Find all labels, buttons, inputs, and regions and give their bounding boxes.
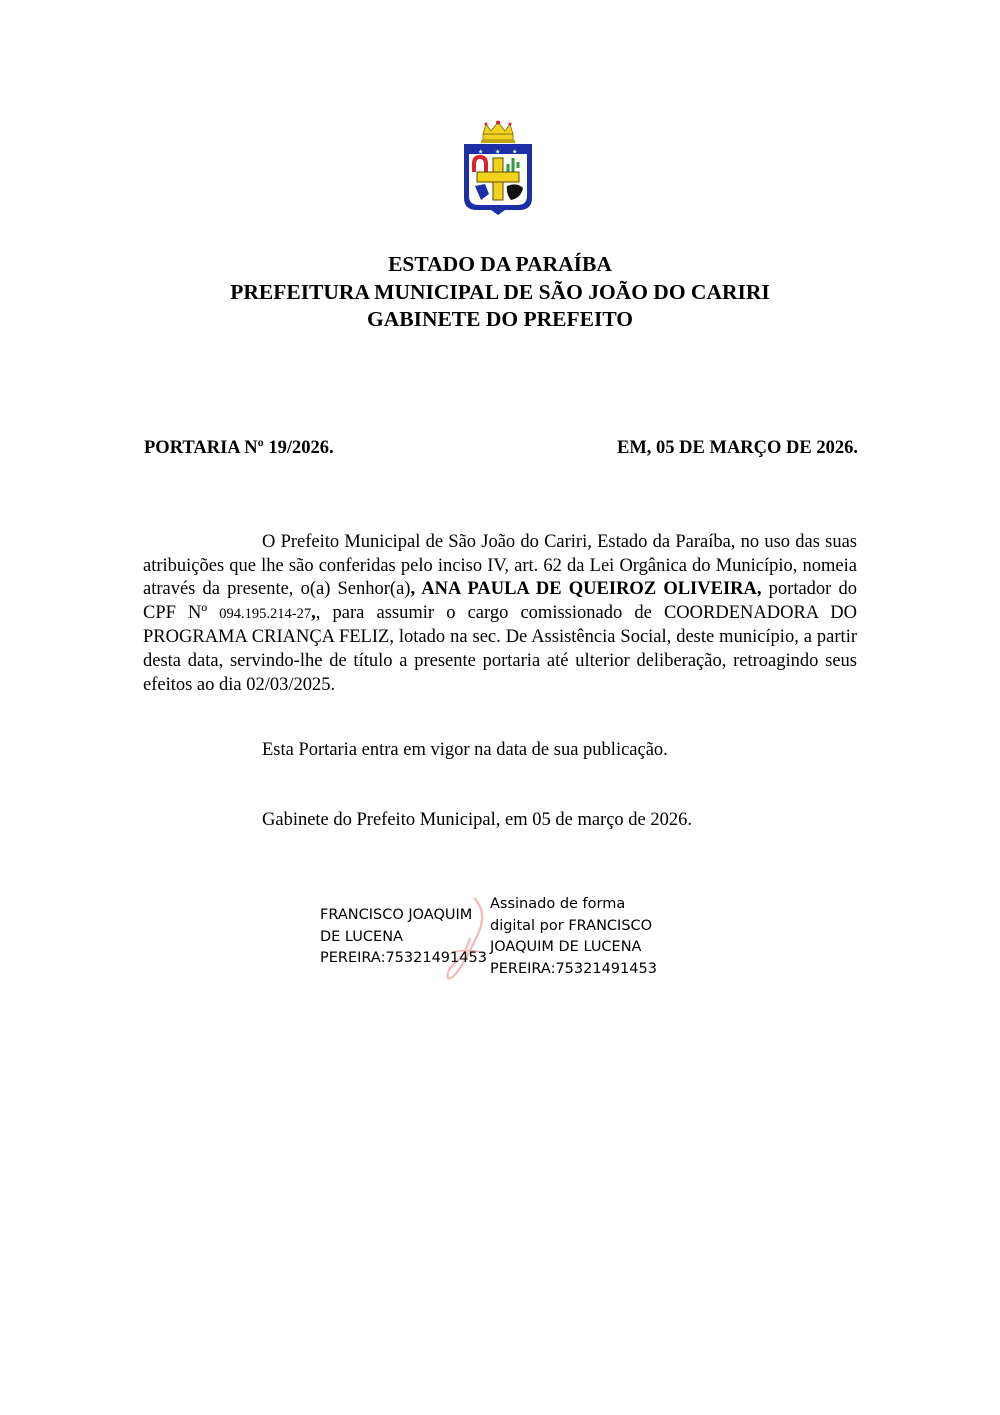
crown-icon (481, 121, 515, 144)
signer-name-line: DE LUCENA (320, 928, 403, 945)
paragraph-closing: , lotado na sec. De Assistência Social, deste município, a partir desta data, servindo-lhe de título a presente portaria até ulterior deliberação, retroagindo seus efeitos ao dia 02/03/2025. (143, 627, 857, 695)
signature-info-line: JOAQUIM DE LUCENA (490, 939, 642, 955)
cpf-label: portador do CPF Nº (143, 579, 857, 623)
cpf-number: 094.195.214-27 (219, 605, 312, 622)
signature-info-line: Assinado de forma (490, 896, 626, 912)
effective-date-paragraph: Esta Portaria entra em vigor na data de sua publicação. (262, 740, 668, 760)
portaria-reference-line (144, 438, 858, 459)
office-title: GABINETE DO PREFEITO (366, 307, 634, 331)
portaria-number: PORTARIA Nº 19/2026. (144, 438, 334, 458)
paragraph-intro: O Prefeito Municipal de São João do Cariri, Estado da Paraíba, no uso das suas atribuições que lhe são conferidas pelo inciso IV, art. 62 da Lei Orgânica do Município, nomeia através da presente, o(a) Senhor(a) (143, 532, 857, 600)
portaria-date: EM, 05 DE MARÇO DE 2026. (616, 438, 858, 458)
appointee-name: , ANA PAULA DE QUEIROZ OLIVEIRA, (410, 579, 762, 600)
svg-text:★: ★ (512, 148, 518, 156)
state-title: ESTADO DA PARAÍBA (388, 252, 612, 276)
signature-info-line: digital por FRANCISCO (490, 917, 653, 934)
digital-signature-info (490, 894, 657, 980)
signature-info-line: PEREIRA:75321491453 (490, 960, 657, 977)
document-header (0, 251, 1000, 334)
position-text: , para assumir o cargo comissionado de COORDENADORA DO PROGRAMA CRIANÇA FELIZ (143, 602, 857, 648)
city-hall-title: PREFEITURA MUNICIPAL DE SÃO JOÃO DO CARIRI (230, 279, 770, 304)
shield-icon (464, 144, 532, 215)
main-paragraph: O Prefeito Municipal de São João do Cariri, Estado da Paraíba, no uso das suas atribuições que lhe são conferidas pelo inciso IV, art. 62 da Lei Orgânica do Município, nomeia através da presente, o(a) Senhor(a), ANA PAULA DE QUEIROZ OLIVEIRA, portador do CPF Nº 094.195.214-27,, para assumir o cargo comissionado de COORDENADORA DO PROGRAMA CRIANÇA FELIZ, lotado na sec. De Assistência Social, deste município, a partir desta data, servindo-lhe de título a presente portaria até ulterior deliberação, retroagindo seus efeitos ao dia 02/03/2025. (143, 532, 857, 695)
svg-text:★: ★ (495, 148, 501, 156)
svg-text:★: ★ (478, 148, 484, 156)
signer-name-line: PEREIRA:75321491453 (320, 950, 487, 966)
signer-name-line: FRANCISCO JOAQUIM (320, 907, 473, 923)
office-date-paragraph: Gabinete do Prefeito Municipal, em 05 de março de 2026. (262, 810, 692, 830)
signer-name-block (320, 905, 487, 970)
municipal-coat-of-arms (461, 120, 535, 216)
